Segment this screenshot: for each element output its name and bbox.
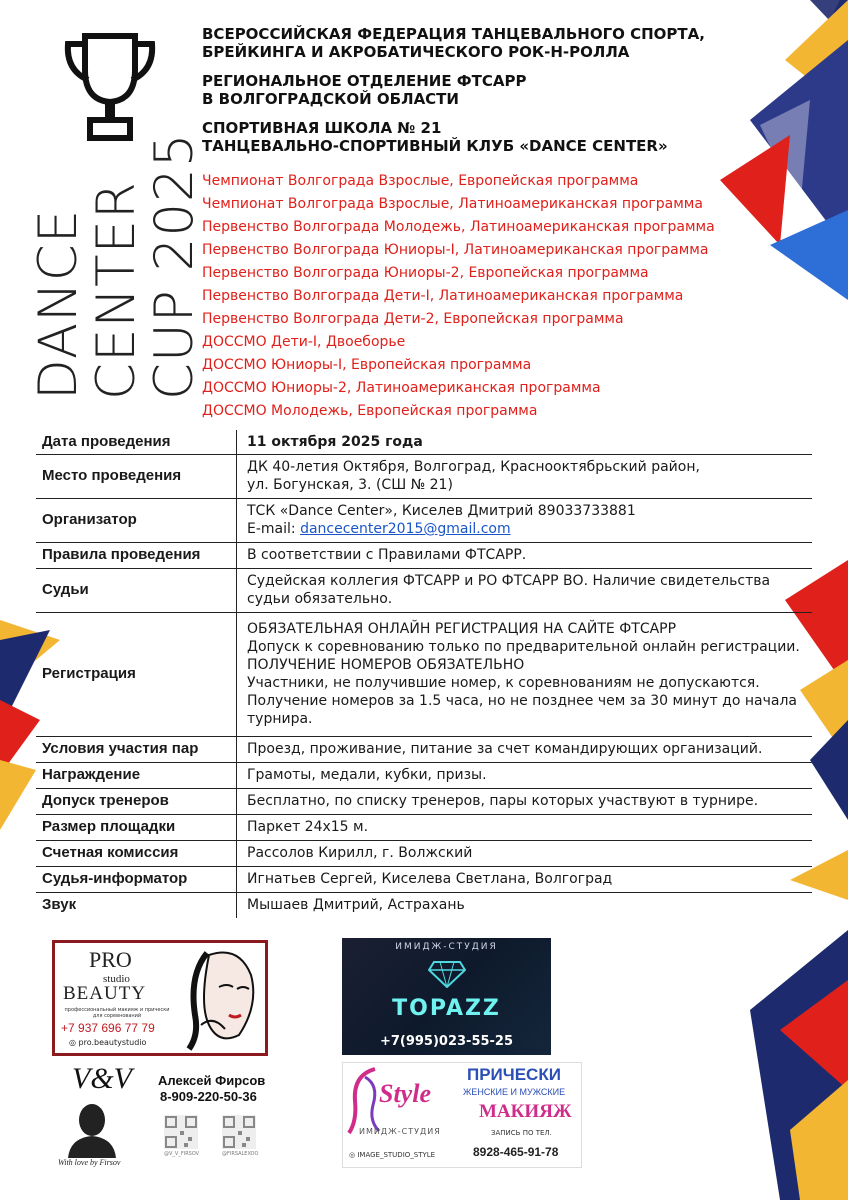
table-row xyxy=(36,814,812,840)
qr-code-icon xyxy=(164,1115,198,1149)
table-row xyxy=(36,454,812,498)
row-label: Дата проведения xyxy=(36,430,237,454)
competition-item: Первенство Волгограда Юниоры-2, Европейская программа xyxy=(202,265,649,281)
value-line: ПОЛУЧЕНИЕ НОМЕРОВ ОБЯЗАТЕЛЬНО xyxy=(247,657,525,673)
pro-beauty-insta: pro.beautystudio xyxy=(78,1038,147,1047)
value-line: Судейская коллегия ФТСАРР и РО ФТСАРР ВО. Наличие свидетельства xyxy=(247,573,771,589)
row-label: Награждение xyxy=(36,762,237,788)
value-line: ОБЯЗАТЕЛЬНАЯ ОНЛАЙН РЕГИСТРАЦИЯ НА САЙТЕ ФТСАРР xyxy=(247,621,677,637)
date-value: 11 октября 2025 года xyxy=(247,433,423,450)
portrait-silhouette xyxy=(64,1100,120,1158)
table-row xyxy=(36,788,812,814)
competition-item: Чемпионат Волгограда Взрослые, Европейская программа xyxy=(202,173,639,189)
style-subtitle: ИМИДЖ-СТУДИЯ xyxy=(359,1127,441,1136)
row-value: Проезд, проживание, питание за счет командирующих организаций. xyxy=(237,736,813,762)
topazz-subtitle: ИМИДЖ-СТУДИЯ xyxy=(395,942,498,952)
header-line: ВСЕРОССИЙСКАЯ ФЕДЕРАЦИЯ ТАНЦЕВАЛЬНОГО СПОРТА, xyxy=(202,25,705,43)
pro-beauty-ad xyxy=(52,940,268,1056)
vv-phone: 8-909-220-50-36 xyxy=(160,1089,257,1104)
instagram-icon: ◎ xyxy=(349,1151,358,1159)
table-row xyxy=(36,542,812,568)
row-value xyxy=(237,498,813,542)
competition-item: ДОССМО Дети-I, Двоеборье xyxy=(202,334,406,350)
vv-signature: With love by Firsov xyxy=(58,1158,121,1167)
competition-item: ДОССМО Юниоры-2, Латиноамериканская программа xyxy=(202,380,601,396)
row-value xyxy=(237,568,813,612)
instagram-icon: ◎ xyxy=(69,1038,79,1047)
model-face-illustration xyxy=(179,945,265,1051)
pro-beauty-beauty: BEAUTY xyxy=(63,983,147,1004)
table-row xyxy=(36,430,812,454)
row-label: Регистрация xyxy=(36,612,237,736)
table-row xyxy=(36,762,812,788)
row-label: Судьи xyxy=(36,568,237,612)
style-logo: Style xyxy=(379,1079,431,1108)
header-line: ТАНЦЕВАЛЬНО-СПОРТИВНЫЙ КЛУБ «DANCE CENTER» xyxy=(202,137,668,155)
table-row xyxy=(36,866,812,892)
competition-item: ДОССМО Молодежь, Европейская программа xyxy=(202,403,538,419)
table-row xyxy=(36,736,812,762)
competitions-list xyxy=(202,170,715,423)
header-line: БРЕЙКИНГА И АКРОБАТИЧЕСКОГО РОК-Н-РОЛЛА xyxy=(202,43,630,61)
row-label: Организатор xyxy=(36,498,237,542)
row-value: Мышаев Дмитрий, Астрахань xyxy=(247,897,465,914)
value-line: ул. Богунская, 3. (СШ № 21) xyxy=(247,477,453,493)
row-label: Размер площадки xyxy=(36,814,237,840)
email-link[interactable]: dancecenter2015@gmail.com xyxy=(300,521,511,537)
row-value: Рассолов Кирилл, г. Волжский xyxy=(237,840,813,866)
event-info-table xyxy=(36,430,812,918)
diamond-icon xyxy=(428,960,466,988)
row-label: Допуск тренеров xyxy=(36,788,237,814)
pro-beauty-pro: PRO xyxy=(89,947,132,972)
qr-caption: @V_V_FIRSOV xyxy=(164,1151,200,1157)
style-insta: IMAGE_STUDIO_STYLE xyxy=(357,1151,436,1159)
competition-item: Первенство Волгограда Молодежь, Латиноамериканская программа xyxy=(202,219,715,235)
pro-beauty-phone: +7 937 696 77 79 xyxy=(61,1021,155,1035)
competition-item: Первенство Волгограда Дети-I, Латиноамериканская программа xyxy=(202,288,684,304)
regional-office-title xyxy=(202,72,527,108)
competition-item: Чемпионат Волгограда Взрослые, Латиноамериканская программа xyxy=(202,196,703,212)
row-value: Игнатьев Сергей, Киселева Светлана, Волгоград xyxy=(237,866,813,892)
pro-beauty-studio: studio xyxy=(103,973,130,985)
row-value xyxy=(237,612,813,736)
style-phone: 8928-465-91-78 xyxy=(473,1145,559,1159)
topazz-name: TOPAZZ xyxy=(392,996,501,1021)
row-value xyxy=(237,454,813,498)
table-row xyxy=(36,892,812,918)
header-line: В ВОЛГОГРАДСКОЙ ОБЛАСТИ xyxy=(202,90,459,108)
header-line: СПОРТИВНАЯ ШКОЛА № 21 xyxy=(202,119,442,137)
value-line: ТСК «Dance Center», Киселев Дмитрий 89033733881 xyxy=(247,503,636,519)
qr-caption: @FIRSALEXOO xyxy=(222,1151,259,1157)
federation-title xyxy=(202,25,705,61)
row-value: Грамоты, медали, кубки, призы. xyxy=(237,762,813,788)
qr-code-icon xyxy=(222,1115,256,1149)
table-row xyxy=(36,498,812,542)
style-heading-3: МАКИЯЖ xyxy=(479,1101,572,1122)
competition-item: Первенство Волгограда Юниоры-I, Латиноамериканская программа xyxy=(202,242,709,258)
vv-name: Алексей Фирсов xyxy=(158,1073,266,1088)
row-value xyxy=(237,430,813,454)
event-title-line: CENTER xyxy=(86,181,147,400)
vv-logo: V&V xyxy=(72,1062,132,1095)
event-title-line: DANCE xyxy=(28,208,89,400)
email-label: E-mail: xyxy=(247,521,301,537)
topazz-ad xyxy=(342,938,551,1055)
row-label: Звук xyxy=(36,892,237,918)
value-line xyxy=(247,520,806,538)
row-label: Судья-информатор xyxy=(36,866,237,892)
header-line: РЕГИОНАЛЬНОЕ ОТДЕЛЕНИЕ ФТСАРР xyxy=(202,72,527,90)
pro-beauty-desc: профессиональный макияж и прически для соревнований xyxy=(64,1007,170,1019)
school-title xyxy=(202,119,668,155)
event-title-vertical xyxy=(30,133,204,401)
style-studio-ad xyxy=(342,1062,582,1168)
table-row xyxy=(36,568,812,612)
row-label: Счетная комиссия xyxy=(36,840,237,866)
style-record: ЗАПИСЬ ПО ТЕЛ. xyxy=(491,1129,552,1137)
value-line: ДК 40-летия Октября, Волгоград, Краснооктябрьский район, xyxy=(247,459,700,475)
row-value: Паркет 24x15 м. xyxy=(237,814,813,840)
row-label: Место проведения xyxy=(36,454,237,498)
row-value: В соответствии с Правилами ФТСАРР. xyxy=(237,542,813,568)
topazz-phone: +7(995)023-55-25 xyxy=(379,1034,514,1049)
value-line: Участники, не получившие номер, к соревнованиям не допускаются. xyxy=(247,675,760,691)
table-row xyxy=(36,840,812,866)
competition-item: Первенство Волгограда Дети-2, Европейская программа xyxy=(202,311,624,327)
table-row xyxy=(36,612,812,736)
pro-beauty-insta-row xyxy=(69,1038,146,1047)
value-line: судьи обязательно. xyxy=(247,591,393,607)
style-heading-2: ЖЕНСКИЕ И МУЖСКИЕ xyxy=(463,1087,566,1097)
competition-item: ДОССМО Юниоры-I, Европейская программа xyxy=(202,357,532,373)
row-label: Правила проведения xyxy=(36,542,237,568)
style-heading-1: ПРИЧЕСКИ xyxy=(467,1065,561,1084)
style-insta-row xyxy=(349,1151,435,1159)
event-title-line: CUP 2025 xyxy=(144,132,205,400)
row-label: Условия участия пар xyxy=(36,736,237,762)
value-line: турнира. xyxy=(247,711,313,727)
value-line: Получение номеров за 1.5 часа, но не позднее чем за 30 минут до начала xyxy=(247,693,797,709)
row-value: Бесплатно, по списку тренеров, пары которых участвуют в турнире. xyxy=(237,788,813,814)
value-line: Допуск к соревнованию только по предварительной онлайн регистрации. xyxy=(247,639,800,655)
